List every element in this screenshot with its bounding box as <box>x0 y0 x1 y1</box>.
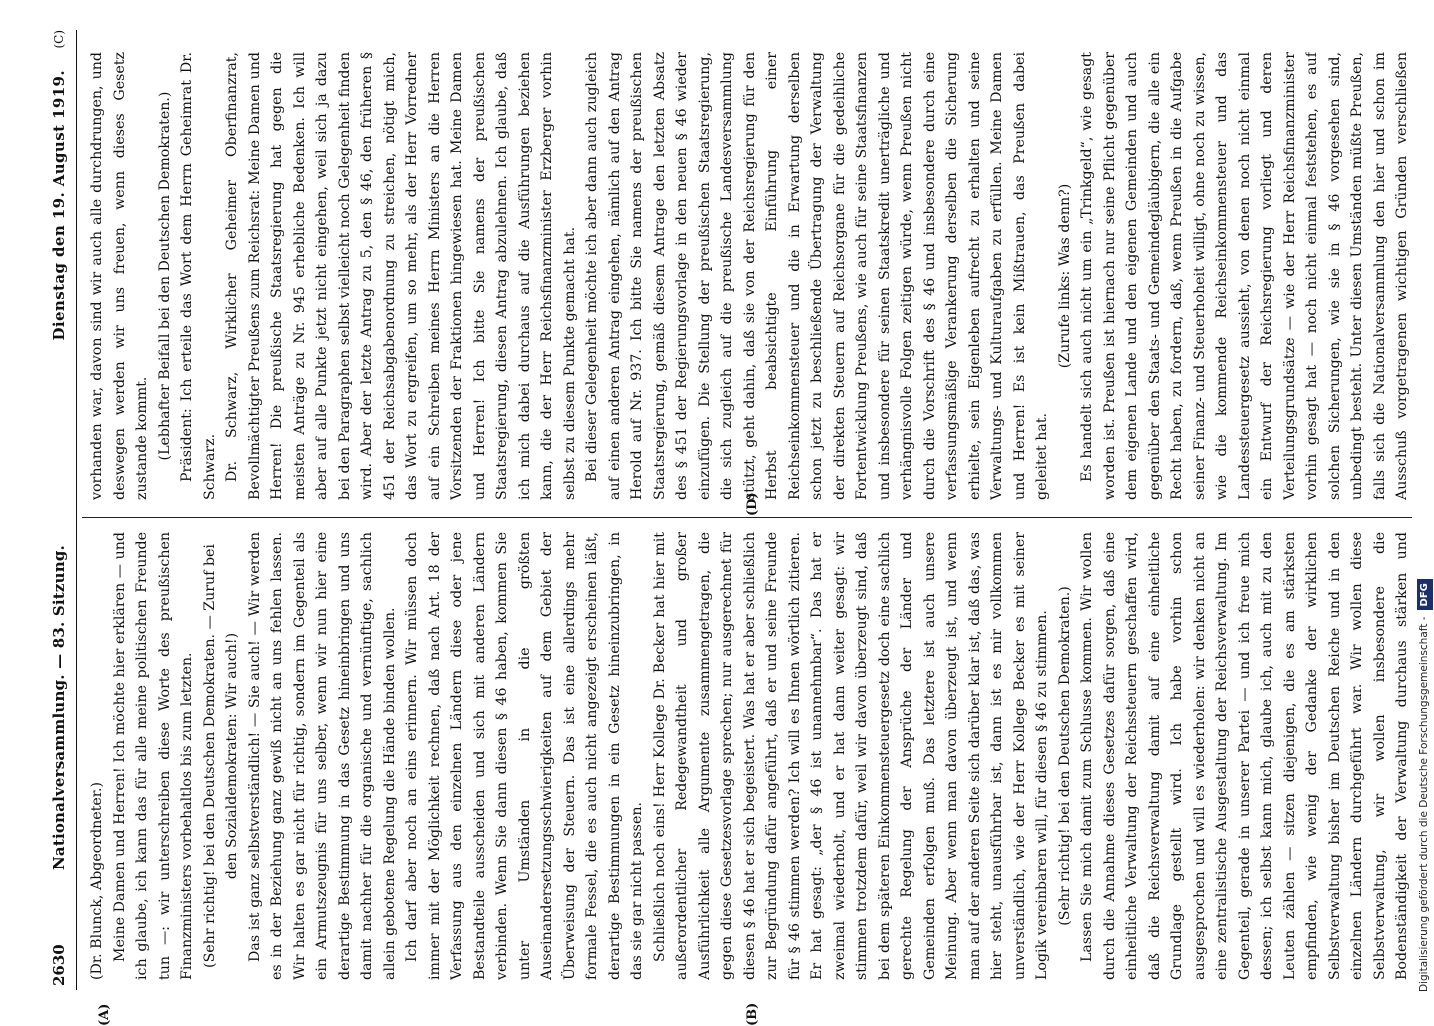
paragraph: Bei dieser Gelegenheit möchte ich aber dann auch zugleich auf einen anderen Antrag eingehen, nämlich auf den Antrag Herold auf Nr. 937. Ich bitte Sie namens der preußischen Staatsregierung, gemäß diesem Antrage den letzten Absatz des § 451 der Regierungsvorlage in den neuen § 46 wieder einzufügen. Die Stellung der preußischen Staatsregierung, die sich zugleich auf die preußische Landesversammlung stützt, geht dahin, daß sie von der Reichsregierung für den Herbst beabsichtigte Einführung einer Reichseinkommensteuer und die in Erwartung derselben schon jetzt zu beschließende Übertragung der Verwaltung der direkten Steuern auf Reichsorgane für die gedeihliche Fortentwicklung Preußens, wie auch für seine Staatsfinanzen und insbesondere für seinen Staatskredit unerträgliche und verhängnisvolle Folgen zeitigen würde, wenn Preußen nicht durch die Vorschrift des § 46 und insbesondere durch eine verfassungsmäßige Verankerung derselben die Sicherung erhielte, sein Eigenleben aufrecht zu erhalten und seine Verwaltungs- und Kulturaufgaben zu erfüllen. Meine Damen und Herren! Es ist kein Mißtrauen, das Preußen dabei geleitet hat. <box>584 52 1050 500</box>
margin-mark-a: (A) <box>97 1003 112 1026</box>
right-column <box>86 52 1416 500</box>
left-column <box>86 532 1416 980</box>
paragraph: Lassen Sie mich damit zum Schlusse kommen. Wir wollen durch die Annahme dieses Gesetzes dafür sorgen, daß eine einheitliche Verwaltung der Reichssteuern geschaffen wird, daß die Reichsverwaltung damit auf eine einheitliche Grundlage gestellt wird. Ich habe vorhin schon ausgesprochen und will es wiederholen: wir denken nicht an eine zentralistische Ausgestaltung der Reichsverwaltung. Im Gegenteil, gerade in unserer Partei — und ich freue mich dessen; ich selbst kann mich, glaube ich, auch mit zu den Leuten zählen — sitzen diejenigen, die es am stärksten empfinden, wie wenig der Gedanke der wirklichen Selbstverwaltung bisher im Deutschen Reiche und in den einzelnen Ländern durchgeführt war. Wir wollen diese Selbstverwaltung, wir wollen insbesondere die Bodenständigkeit der Verwaltung durchaus stärken und <box>1079 532 1410 980</box>
paragraph: Präsident: Ich erteile das Wort dem Herrn Geheimrat Dr. Schwarz. <box>179 52 218 500</box>
session-date: Dienstag den 19. August 1919. <box>50 70 68 341</box>
interjection: (Sehr richtig! bei den Deutschen Demokraten. — Zuruf bei den Sozialdemokraten: Wir auch!) <box>201 544 240 968</box>
interjection: (Sehr richtig! bei den Deutschen Demokraten.) <box>1056 586 1073 926</box>
paragraph: Meine Damen und Herren! Ich möchte hier erklären — und ich glaube, ich kann das für alle meine politischen Freunde tun —: wir unterschreiben diese Worte des preußischen Finanzministers vorbehaltlos bis zum letzten. <box>111 532 195 980</box>
paragraph: vorhanden war, davon sind wir auch alle durchdrungen, und deswegen werden wir uns freuen, wenn dieses Gesetz zustande kommt. <box>89 52 150 500</box>
page-number: 2630 <box>50 944 68 986</box>
paragraph: Das ist ganz selbstverständlich! — Sie auch! — Wir werden es in der Beziehung ganz gewiß nicht an uns fehlen lassen. Wir halten es gar nicht für richtig, sondern im Gegenteil als ein Armutszeugnis für uns selber, wenn wir nun hier eine derartige Bestimmung in das Gesetz hineinbringen und uns damit nachher für die organische und vernünftige, sachlich allein gebotene Regelung die Hände binden wollen. <box>246 532 398 980</box>
margin-mark-b: (B) <box>745 1002 760 1026</box>
interjection: (Lebhafter Beifall bei den Deutschen Demokraten.) <box>156 91 173 461</box>
dfg-logo: DFG <box>1417 579 1433 610</box>
paragraph: Dr. Schwarz, Wirklicher Geheimer Oberfinanzrat, Bevollmächtigter Preußens zum Reichsrat: Meine Damen und Herren! Die preußische Staatsregierung hat gegen die meisten Anträge zu Nr. 945 erhebliche Bedenken. Ich will aber auf alle Punkte jetzt nicht eingehen, weil sich ja dazu bei den Paragraphen selbst vielleicht noch Gelegenheit finden wird. Aber der letzte Antrag zu 5, den § 46, den früheren § 451 der Reichsabgabenordnung zu streichen, nötigt mich, das Wort zu ergreifen, um so mehr, als der Herr Vorredner auf ein Schreiben meines Herrn Ministers an die Herren Vorsitzenden der Fraktionen hingewiesen hat. Meine Damen und Herren! Ich bitte Sie namens der preußischen Staatsregierung, diesen Antrag abzulehnen. Ich glaube, daß ich mich dabei durchaus auf die Ausführungen beziehen kann, die der Herr Reichsfinanzminister Erzberger vorhin selbst zu diesem Punkte gemacht hat. <box>224 52 578 500</box>
paragraph: Schließlich noch eins! Herr Kollege Dr. Becker hat hier mit außerordentlicher Redegewandtheit und großer Ausführlichkeit alle Argumente zusammengetragen, die gegen diese Gesetzesvorlage sprechen; nur ausgerechnet für diesen § 46 hat er sich begeistert. Was hat er aber schließlich zur Begründung dafür angeführt, daß er und seine Freunde für § 46 stimmen werden? Ich will es Ihnen wörtlich zitieren. Er hat gesagt: „der § 46 ist unannehmbar“. Das hat er zweimal wiederholt, und er hat dann weiter gesagt: wir stimmen trotzdem dafür, weil wir davon überzeugt sind, daß bei dem späteren Einkommensteuergesetz doch eine sachlich gerechte Regelung der Ansprüche der Länder und Gemeinden erfolgen muß. Das letztere ist auch unsere Meinung. Aber wenn man davon überzeugt ist, und wenn man auf der anderen Seite sich darüber klar ist, daß das, was hier steht, unausführbar ist, dann ist es mir vollkommen unverständlich, wie der Herr Kollege Becker es mit seiner Logik vereinbaren will, für diesen § 46 zu stimmen. <box>651 532 1050 980</box>
speaker-tag: (Dr. Blunck, Abgeordneter.) <box>89 781 105 980</box>
digitization-credit <box>1416 8 1432 992</box>
paragraph: Es handelt sich auch nicht um ein „Trinkgeld“, wie gesagt worden ist. Preußen ist hiernach nur seine Pflicht gegenüber dem eigenen Lande und den eigenen Gemeinden und auch gegenüber den Staats- und Gemeindegläubigern, die alle ein Recht haben, zu fordern, daß, wenn Preußen in die Aufgabe seiner Finanz- und Steuerhoheit willigt, ohne noch zu wissen, wie die kommende Reichseinkommensteuer und das Landessteuergesetz aussieht, von denen noch nicht einmal ein Entwurf der Reichsregierung vorliegt und deren Verteilungsgrundsätze — wie der Herr Reichsfinanzminister vorhin gesagt hat — noch nicht einmal feststehen, es auf solchen Sicherungen, wie sie in § 46 vorgesehen sind, unbedingt besteht. Unter diesen Umständen müßte Preußen, falls sich die Nationalversammlung den hier und schon im Ausschuß vorgetragenen wichtigen Gründen verschließen <box>1079 52 1410 500</box>
credit-text: Digitalisierung gefördert durch die Deutsche Forschungsgemeinschaft - <box>1418 616 1430 992</box>
paragraph: Ich darf aber noch an eins erinnern. Wir müssen doch immer mit der Möglichkeit rechnen, daß nach Art. 18 der Verfassung aus den einzelnen Ländern diese oder jene Bestandteile ausscheiden und sich mit anderen Ländern verbinden. Wenn Sie dann diesen § 46 haben, kommen Sie unter Umständen in die größten Auseinandersetzungsschwierigkeiten auf dem Gebiet der Überweisung der Steuern. Das ist eine allerdings mehr formale Fessel, die es auch nicht angezeigt erscheinen läßt, derartige Bestimmungen in ein Gesetz hineinzubringen, in das sie gar nicht passen. <box>404 532 645 980</box>
margin-mark-d: (D) <box>745 492 760 516</box>
interjection: (Zurufe links: Was denn?) <box>1056 183 1073 369</box>
session-title: Nationalversammlung. — 83. Sitzung. <box>50 545 68 870</box>
margin-mark-c: (C) <box>52 30 66 49</box>
column-divider <box>82 517 1412 518</box>
page-header <box>42 30 77 990</box>
newspaper-page <box>42 30 1422 1026</box>
